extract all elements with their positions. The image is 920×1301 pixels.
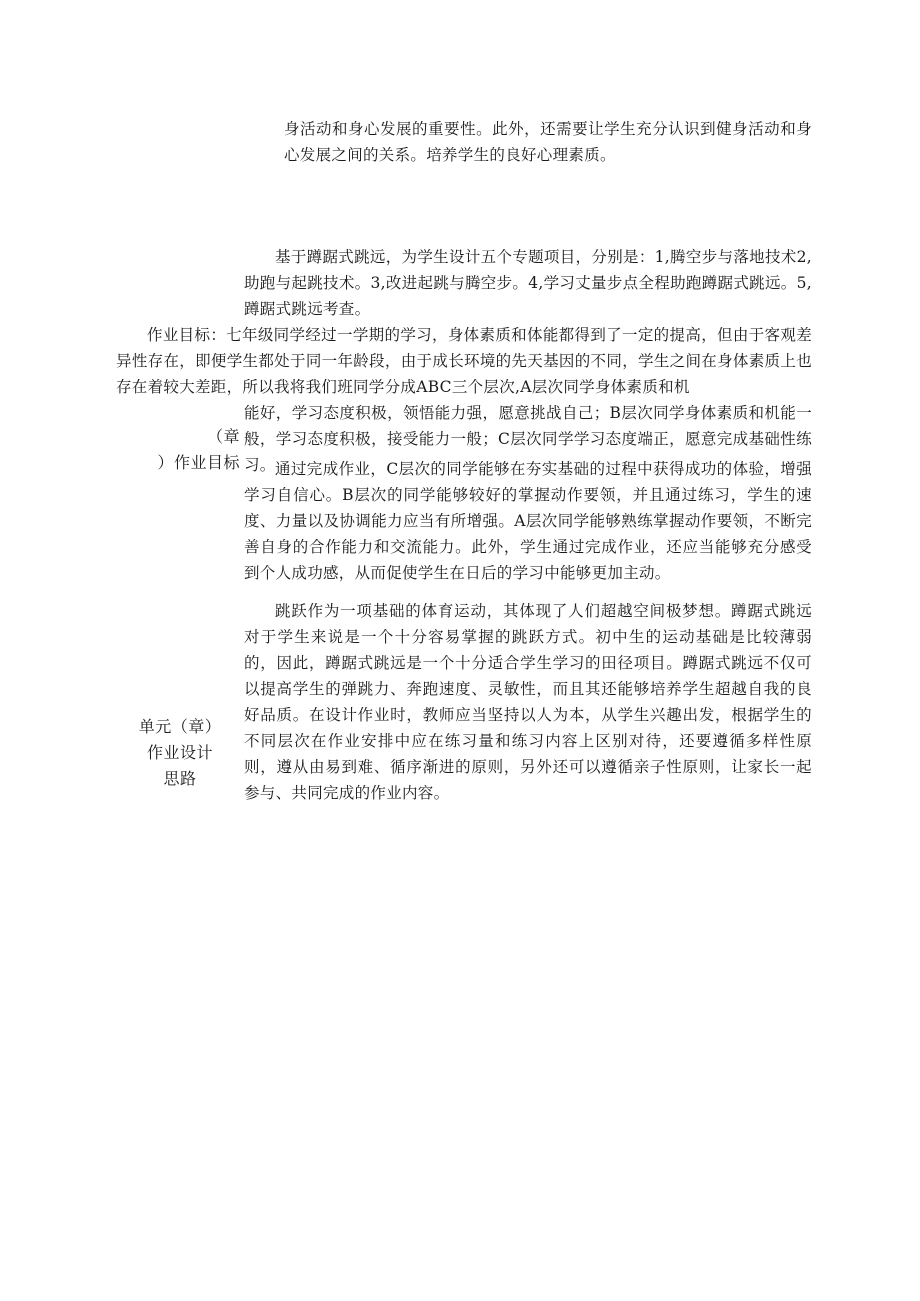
goals-paragraph-topics: 基于蹲踞式跳远，为学生设计五个专题项目，分别是：1,腾空步与落地技术2,助跑与起跳技术。3,改进起跳与腾空步。4,学习丈量步点全程助跑蹲踞式跳远。5,蹲踞式跳远考查。 <box>244 248 812 318</box>
design-section-label-line1: 单元（章） <box>138 717 222 736</box>
goals-section-label-line2: ）作业目标 <box>157 453 240 472</box>
goals-paragraph-objectives: 作业目标：七年级同学经过一学期的学习，身体素质和体能都得到了一定的提高，但由于客观差异性存在，即便学生都处于同一年龄段，由于成长环境的先天基因的不同，学生之间在身体素质上也存在着较大差距，所以我将我们班同学分成ABC三个层次,A层次同学身体素质和机 <box>116 326 812 396</box>
design-section-label-line3: 思路 <box>163 769 197 788</box>
design-paragraph: 跳跃作为一项基础的体育运动，其体现了人们超越空间极梦想。蹲踞式跳远对于学生来说是一个十分容易掌握的跳跃方式。初中生的运动基础是比较薄弱的，因此，蹲踞式跳远是一个十分适合学生学习的田径项目。蹲踞式跳远不仅可以提高学生的弹跳力、奔跑速度、灵敏性，而且其还能够培养学生超越自我的良好品质。在设计作业时，教师应当坚持以人为本，从学生兴趣出发，根据学生的不同层次在作业安排中应在练习量和练习内容上区别对待，还要遵循多样性原则，遵从由易到难、循序渐进的原则，另外还可以遵循亲子性原则，让家长一起参与、共同完成的作业内容。 <box>244 602 812 802</box>
design-section-label-line2: 作业设计 <box>146 743 213 762</box>
goals-paragraph-outcomes: 通过完成作业，C层次的同学能够在夯实基础的过程中获得成功的体验，增强学习自信心。B层次的同学能够较好的掌握动作要领，并且通过练习，学生的速度、力量以及协调能力应当有所增强。A层次同学能够熟练掌握动作要领，不断完善自身的合作能力和交流能力。此外，学生通过完成作业，还应当能够充分感受到个人成功感，从而促使学生在日后的学习中能够更加主动。 <box>244 460 812 582</box>
goals-paragraph-objectives-continued: 能好，学习态度积极，领悟能力强，愿意挑战自己；B层次同学身体素质和机能一般，学习态度积极，接受能力一般；C层次同学学习态度端正，愿意完成基础性练习。 <box>244 404 812 474</box>
continuation-paragraph: 身活动和身心发展的重要性。此外，还需要让学生充分认识到健身活动和身心发展之间的关系。培养学生的良好心理素质。 <box>284 120 812 164</box>
goals-section-label-line1: （章 <box>206 427 240 446</box>
